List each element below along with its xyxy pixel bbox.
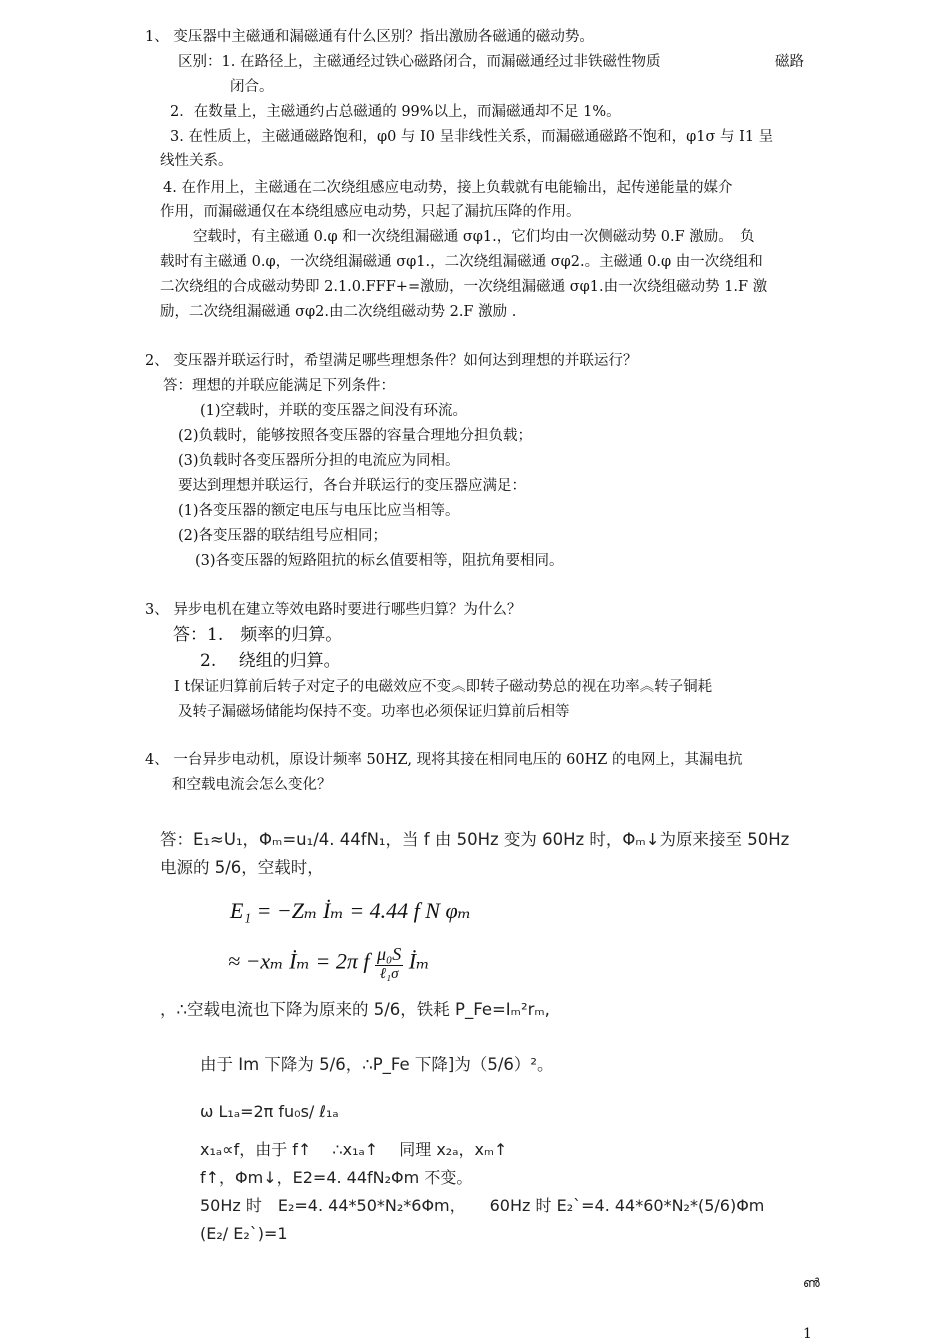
- equation-2: [228, 944, 430, 983]
- q1-line: 线性关系。: [160, 153, 233, 169]
- q3-title: 3、 异步电机在建立等效电路时要进行哪些归算？为什么？: [145, 602, 522, 618]
- q3-line: I t保证归算前后转子对定子的电磁效应不变︽即转子磁动势总的视在功率︽转子铜耗: [174, 679, 713, 695]
- q3-line: 2. 绕组的归算。: [200, 651, 341, 671]
- footer-mark: ൺ: [803, 1276, 820, 1290]
- q3-line: 及转子漏磁场储能均保持不变。功率也必须保证归算前后相等: [178, 704, 570, 720]
- q1-line: 2．在数量上，主磁通约占总磁通的 99%以上，而漏磁通却不足 1%。: [170, 104, 621, 120]
- q4-answer-line: x₁ₐ∝f，由于 f↑ ∴x₁ₐ↑ 同理 x₂ₐ，xₘ↑: [200, 1140, 508, 1159]
- q1-line: 区别：1. 在路径上，主磁通经过铁心磁路闭合，而漏磁通经过非铁磁性物质: [178, 54, 661, 70]
- q1-line: 磁路: [775, 54, 804, 70]
- q4-answer-line: 50Hz 时 E₂=4. 44*50*N₂*6Φm， 60Hz 时 E₂ˋ=4. 44*60*N₂*(5/6)Φm: [200, 1196, 765, 1215]
- q2-line: 要达到理想并联运行，各台并联运行的变压器应满足：: [178, 478, 526, 494]
- q4-answer-line: 答：E₁≈U₁，Φₘ=u₁/4. 44fN₁，当 f 由 50Hz 变为 60Hz 时，Φₘ↓为原来接至 50Hz: [160, 830, 790, 849]
- q4-answer-line: ，∴空载电流也下降为原来的 5/6，铁耗 P_Fe=Iₘ²rₘ,: [160, 1000, 550, 1019]
- q1-line: 作用，而漏磁通仅在本绕组感应电动势，只起了漏抗压降的作用。: [160, 204, 581, 220]
- equation-1: E₁ = −Zₘ İₘ = 4.44 f N φₘ: [230, 898, 472, 923]
- equation-2-lhs: ≈ −xₘ İₘ = 2π f: [228, 948, 370, 974]
- q2-line: (3)负载时各变压器所分担的电流应为同相。: [178, 453, 460, 469]
- q1-line: 4. 在作用上，主磁通在二次绕组感应电动势，接上负载就有电能输出，起传递能量的媒介: [163, 180, 733, 196]
- page-number: 1: [803, 1326, 812, 1342]
- q4-title-cont: 和空载电流会怎么变化？: [172, 777, 332, 793]
- q1-line: 二次绕组的合成磁动势即 2.1.0.FFF+=激励，一次绕组漏磁通 σφ1.由一次绕组磁动势 1.F 激: [160, 279, 768, 295]
- q3-line: 答：1. 频率的归算。: [173, 625, 343, 645]
- q2-line: (1)各变压器的额定电压与电压比应当相等。: [178, 503, 460, 519]
- equation-2-rhs: İₘ: [408, 948, 430, 974]
- q4-answer-line: f↑，Φm↓，E2=4. 44fN₂Φm 不变。: [200, 1168, 473, 1187]
- q1-line: 载时有主磁通 0.φ，一次绕组漏磁通 σφ1.，二次绕组漏磁通 σφ2.。主磁通 0.φ 由一次绕组和: [160, 254, 763, 270]
- q4-answer-line: 电源的 5/6，空载时，: [160, 858, 324, 877]
- equation-2-fraction: [375, 944, 403, 983]
- q2-line: (3)各变压器的短路阻抗的标幺值要相等，阻抗角要相同。: [195, 553, 564, 569]
- fraction-numerator: μ₀S: [376, 944, 402, 964]
- q4-answer-line: ω L₁ₐ=2π fu₀s/ ℓ₁ₐ: [200, 1102, 339, 1121]
- q1-line: 闭合。: [230, 79, 274, 95]
- q2-line: (2)各变压器的联结组号应相同；: [178, 528, 388, 544]
- q2-line: 答：理想的并联应能满足下列条件：: [163, 378, 395, 394]
- q2-title: 2、 变压器并联运行时，希望满足哪些理想条件？如何达到理想的并联运行？: [145, 353, 638, 369]
- q2-line: (2)负载时，能够按照各变压器的容量合理地分担负载；: [178, 428, 533, 444]
- q4-title: 4、 一台异步电动机，原设计频率 50HZ, 现将其接在相同电压的 60HZ 的电网上，其漏电抗: [145, 752, 743, 768]
- q1-title: 1、 变压器中主磁通和漏磁通有什么区别？指出激励各磁通的磁动势。: [145, 29, 594, 45]
- q1-line: 3. 在性质上，主磁通磁路饱和，φ0 与 I0 呈非线性关系，而漏磁通磁路不饱和，φ1σ 与 I1 呈: [170, 129, 774, 145]
- fraction-denominator: ℓ₁σ: [379, 966, 399, 982]
- q4-answer-line: 由于 Im 下降为 5/6，∴P_Fe 下降]为（5/6）²。: [200, 1055, 554, 1074]
- q4-answer-line: (E₂/ E₂ˋ)=1: [200, 1224, 288, 1243]
- q2-line: (1)空载时，并联的变压器之间没有环流。: [200, 403, 468, 419]
- q1-line: 励，二次绕组漏磁通 σφ2.由二次绕组磁动势 2.F 激励 .: [160, 304, 517, 320]
- q1-line: 空载时，有主磁通 0.φ 和一次绕组漏磁通 σφ1.，它们均由一次侧磁动势 0.F 激励。 负: [193, 229, 755, 245]
